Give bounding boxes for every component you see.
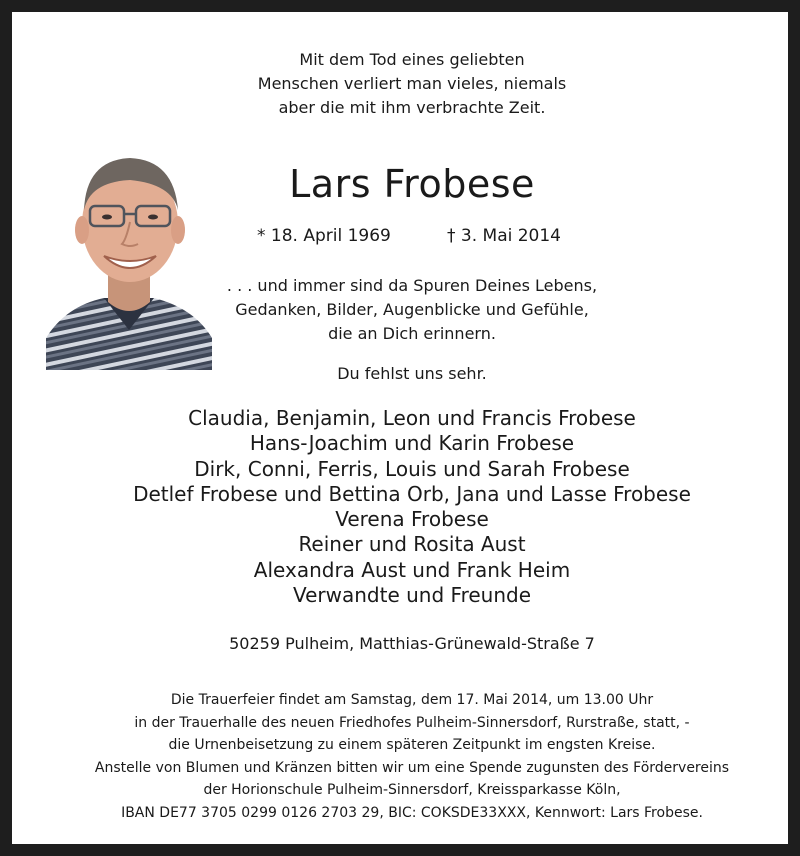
- family-address: 50259 Pulheim, Matthias-Grünewald-Straße 7: [229, 634, 595, 653]
- notice-line: Die Trauerfeier findet am Samstag, dem 17. Mai 2014, um 13.00 Uhr: [170, 692, 654, 708]
- mourner-line: Detlef Frobese und Bettina Orb, Jana und Lasse Frobese: [133, 481, 691, 506]
- mourner-line: Reiner und Rosita Aust: [298, 532, 526, 557]
- notice-line: IBAN DE77 3705 0299 0126 2703 29, BIC: COKSDE33XXX, Kennwort: Lars Frobese.: [121, 804, 703, 821]
- opening-quote: [162, 48, 662, 120]
- verse-line: Gedanken, Bilder, Augenblicke und Gefühle,: [235, 300, 589, 319]
- mourner-line: Claudia, Benjamin, Leon und Francis Frobese: [188, 406, 636, 430]
- notice-line: in der Trauerhalle des neuen Friedhofes Pulheim-Sinnersdorf, Rurstraße, statt, -: [134, 714, 690, 731]
- quote-line: Menschen verliert man vieles, niemals: [257, 74, 567, 93]
- mourner-line: Alexandra Aust und Frank Heim: [253, 557, 571, 582]
- life-dates: [212, 224, 612, 248]
- mourners-list: [24, 406, 800, 608]
- notice-line: die Urnenbeisetzung zu einem späteren Zeitpunkt im engsten Kreise.: [168, 737, 656, 754]
- deceased-name: Lars Frobese: [289, 162, 535, 206]
- verse-line: die an Dich erinnern.: [328, 324, 496, 343]
- notice-line: Anstelle von Blumen und Kränzen bitten wir um eine Spende zugunsten des Fördervereins: [94, 759, 730, 776]
- mourner-line: Verena Frobese: [335, 507, 489, 532]
- mourner-line: Hans-Joachim und Karin Frobese: [249, 431, 575, 456]
- miss-you-line: Du fehlst uns sehr.: [337, 364, 487, 383]
- quote-line: Mit dem Tod eines geliebten: [299, 50, 525, 69]
- memorial-verse: [162, 274, 662, 346]
- verse-line: . . . und immer sind da Spuren Deines Lebens,: [226, 276, 598, 295]
- mourner-line: Verwandte und Freunde: [292, 583, 532, 608]
- quote-line: aber die mit ihm verbrachte Zeit.: [278, 98, 546, 117]
- birth-date: * 18. April 1969: [257, 226, 391, 246]
- funeral-notice: [24, 689, 800, 825]
- death-date: † 3. Mai 2014: [447, 226, 562, 246]
- notice-line: der Horionschule Pulheim-Sinnersdorf, Kreissparkasse Köln,: [203, 782, 621, 799]
- mourner-line: Dirk, Conni, Ferris, Louis und Sarah Frobese: [194, 456, 630, 481]
